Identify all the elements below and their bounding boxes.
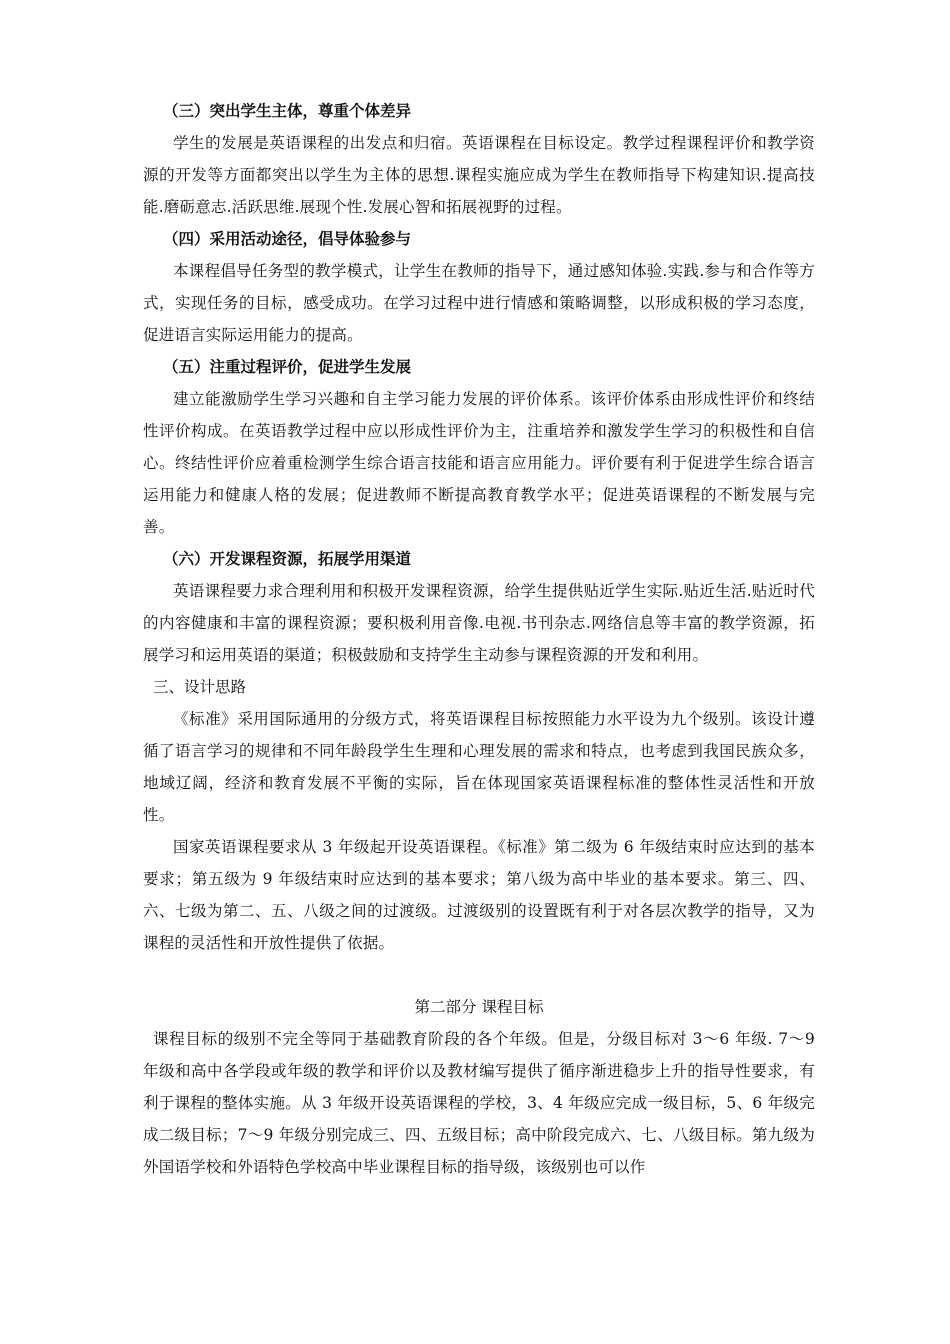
section-paragraph-5: 建立能激励学生学习兴趣和自主学习能力发展的评价体系。该评价体系由形成性评价和终结性评价构成。在英语教学过程中应以形成性评价为主，注重培养和激发学生学习的积极性和自信心。终结性评价应着重检测学生综合语言技能和语言应用能力。评价要有利于促进学生综合语言运用能力和健康人格的发展；促进教师不断提高教育教学水平；促进英语课程的不断发展与完善。: [143, 390, 815, 536]
design-heading: 三、设计思路: [153, 678, 247, 696]
section-heading-6: （六）开发课程资源，拓展学用渠道: [163, 550, 412, 568]
section-paragraph-4: 本课程倡导任务型的教学模式，让学生在教师的指导下，通过感知体验.实践.参与和合作等方式，实现任务的目标，感受成功。在学习过程中进行情感和策略调整，以形成积极的学习态度，促进语言实际运用能力的提高。: [143, 262, 815, 344]
section-heading-5: （五）注重过程评价，促进学生发展: [163, 358, 412, 376]
design-paragraph-2: 国家英语课程要求从 3 年级起开设英语课程。《标准》第二级为 6 年级结束时应达到的基本要求；第五级为 9 年级结束时应达到的基本要求；第八级为高中毕业的基本要求。第三、四、六、七级为第二、五、八级之间的过渡级。过渡级别的设置既有利于对各层次教学的指导，又为课程的灵活性和开放性提供了依据。: [143, 838, 815, 952]
section-paragraph-3: 学生的发展是英语课程的出发点和归宿。英语课程在目标设定。教学过程课程评价和教学资源的开发等方面都突出以学生为主体的思想.课程实施应成为学生在教师指导下构建知识.提高技能.磨砺意志.活跃思维.展现个性.发展心智和拓展视野的过程。: [143, 134, 815, 216]
section-paragraph-6: 英语课程要力求合理利用和积极开发课程资源，给学生提供贴近学生实际.贴近生活.贴近时代的内容健康和丰富的课程资源；要积极利用音像.电视.书刊杂志.网络信息等丰富的教学资源，拓展学习和运用英语的渠道；积极鼓励和支持学生主动参与课程资源的开发和利用。: [143, 582, 815, 664]
part-paragraph: 课程目标的级别不完全等同于基础教育阶段的各个年级。但是，分级目标对 3～6 年级. 7～9 年级和高中各学段或年级的教学和评价以及教材编写提供了循序渐进稳步上升的指导性要求，有利于课程的整体实施。从 3 年级开设英语课程的学校，3、4 年级应完成一级目标，5、6 年级完成二级目标；7～9 年级分别完成三、四、五级目标；高中阶段完成六、七、八级目标。第九级为外国语学校和外语特色学校高中毕业课程目标的指导级，该级别也可以作: [143, 1030, 815, 1176]
part-title: 第二部分 课程目标: [414, 998, 544, 1016]
section-heading-4: （四）采用活动途径，倡导体验参与: [163, 230, 412, 248]
design-paragraph-1: 《标准》采用国际通用的分级方式，将英语课程目标按照能力水平设为九个级别。该设计遵循了语言学习的规律和不同年龄段学生生理和心理发展的需求和特点，也考虑到我国民族众多，地域辽阔，经济和教育发展不平衡的实际，旨在体现国家英语课程标准的整体性灵活性和开放性。: [143, 710, 815, 824]
section-heading-3: （三）突出学生主体，尊重个体差异: [163, 102, 412, 120]
document-body: [143, 95, 815, 1183]
